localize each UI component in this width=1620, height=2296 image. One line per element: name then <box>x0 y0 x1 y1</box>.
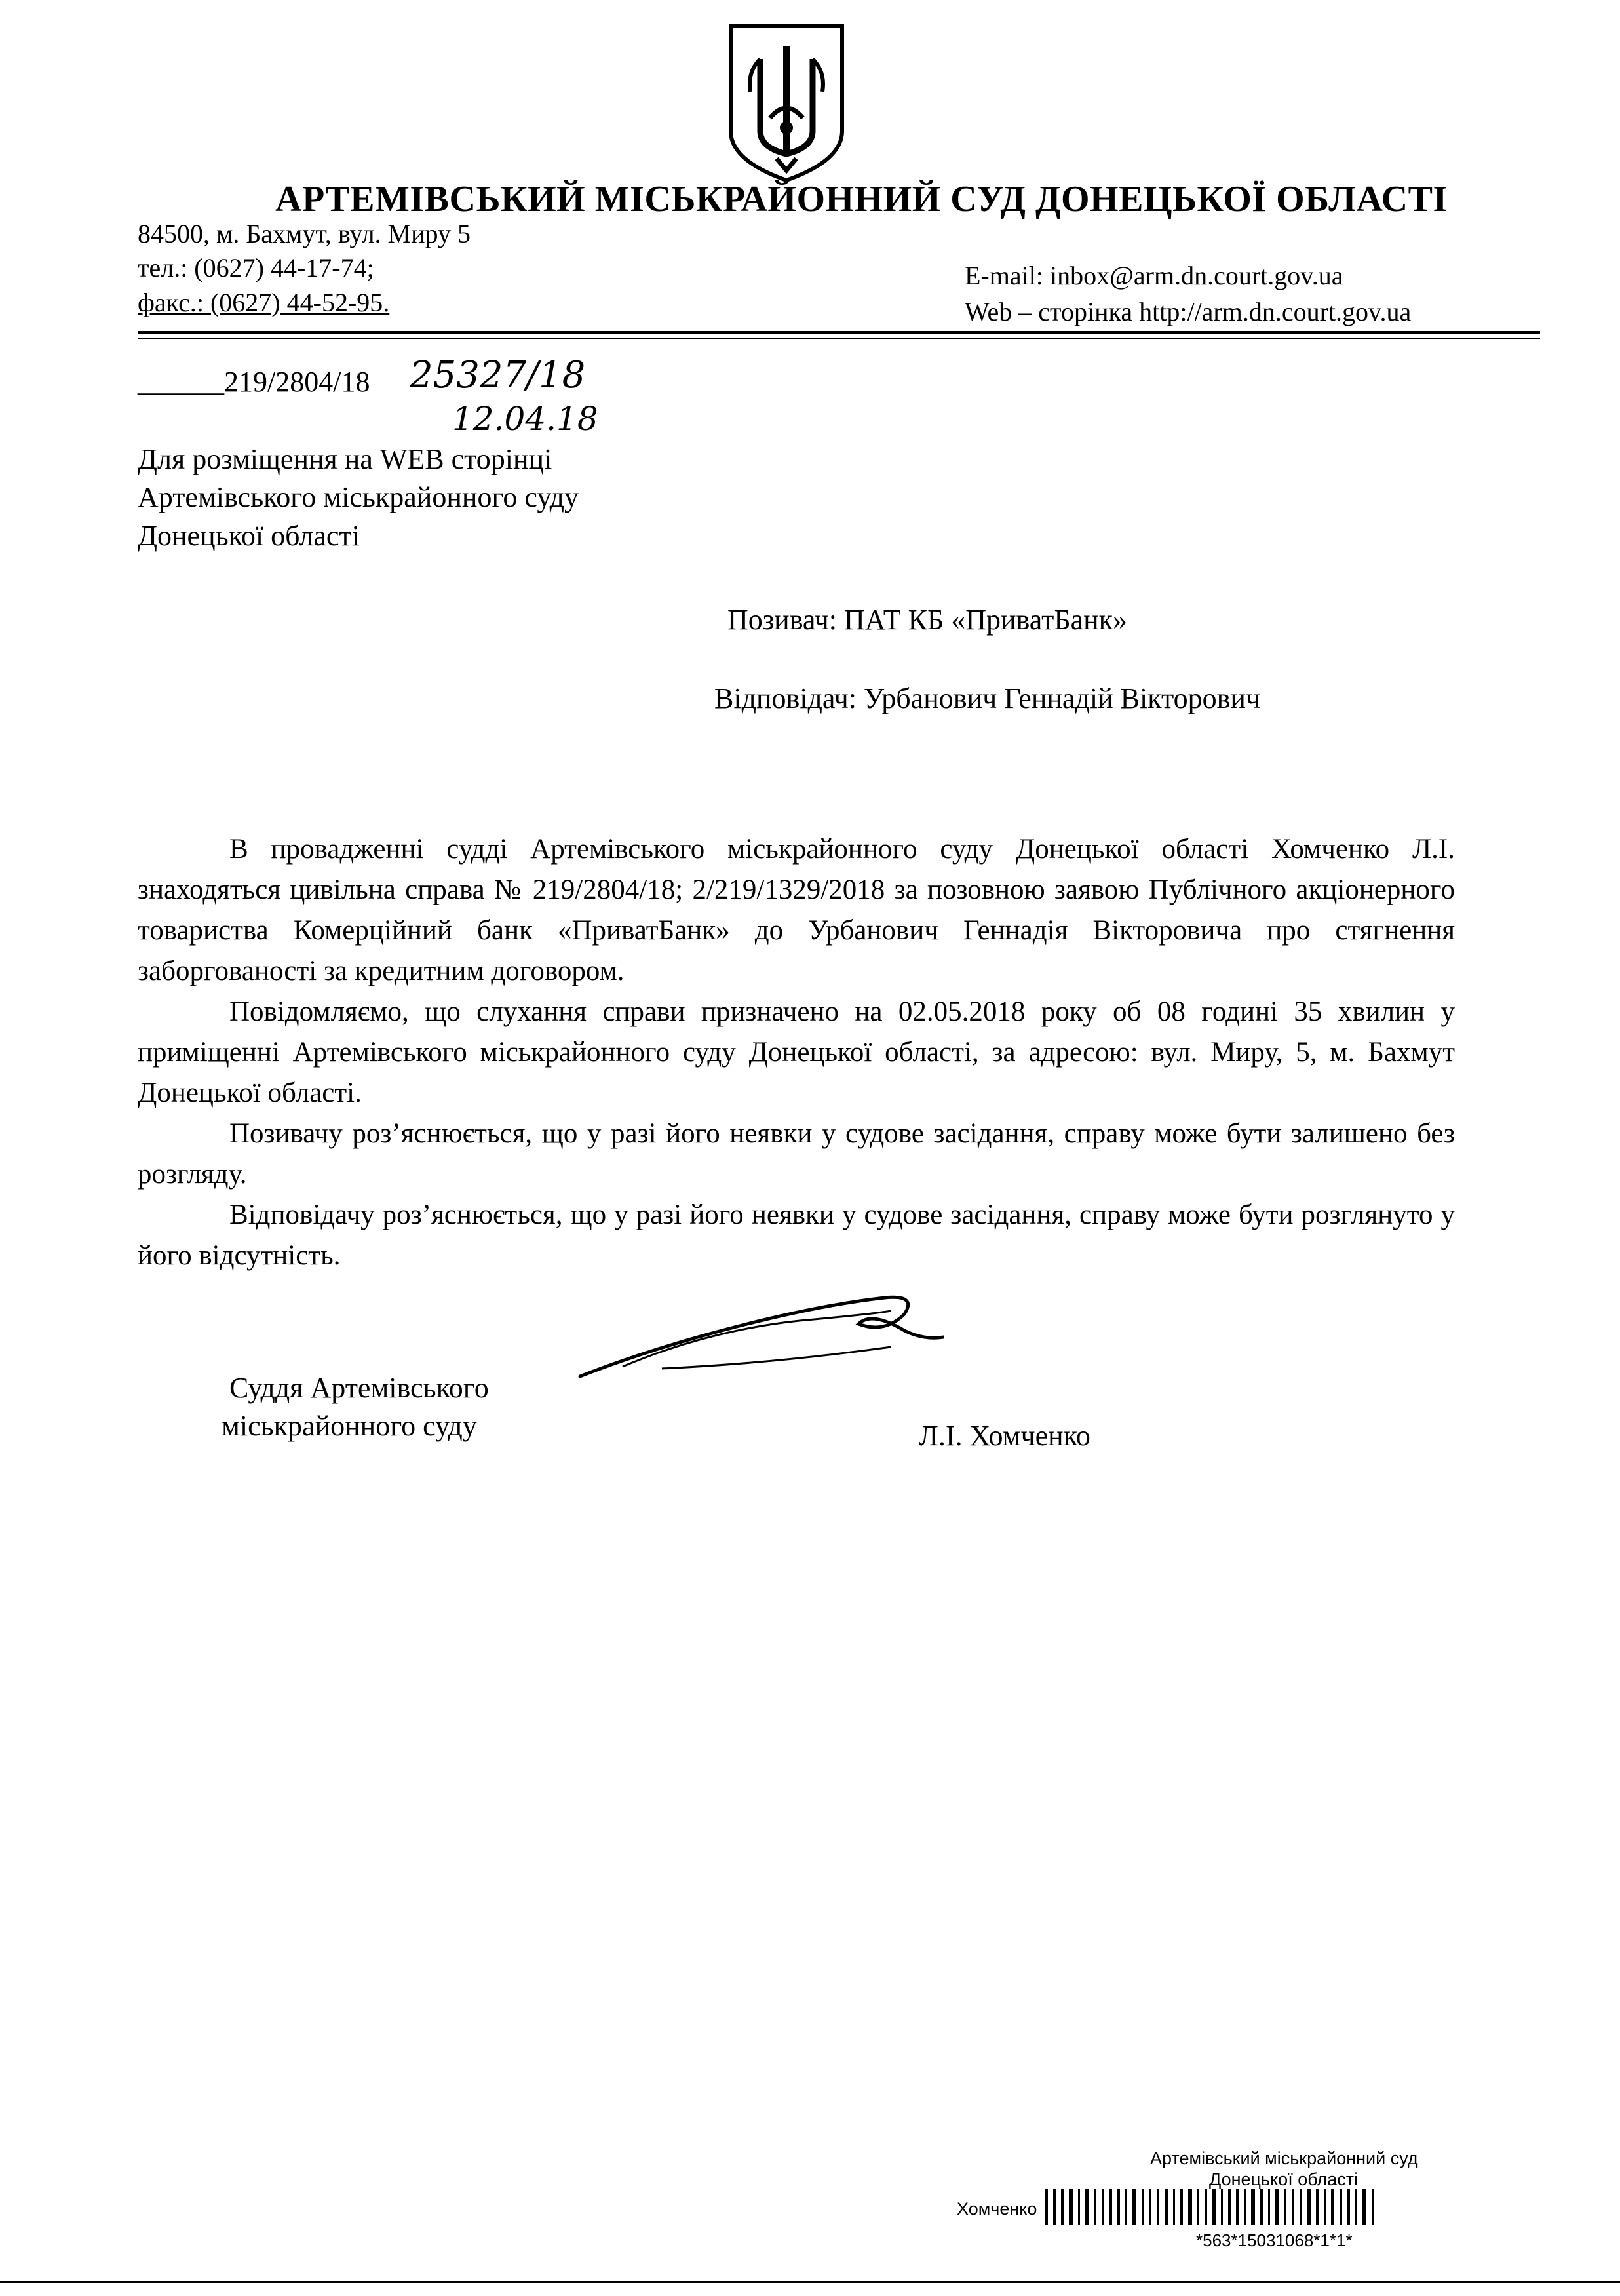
paragraph-1-text: В провадженні судді Артемівського міськрайонного суду Донецької області Хомченко Л.І. знаходяться цивільна справа № 219/2804/18; 2/219/1329/2018 за позовною заявою Публічного акціонерного товариства Комерційний банк «ПриватБанк» до Урбанович Геннадія Вікторовича про стягнення заборгованості за кредитним договором. <box>138 834 1455 986</box>
registry-judge-name: Хомченко <box>957 2199 1037 2219</box>
header-divider <box>138 331 1540 334</box>
paragraph-hearing <box>138 992 1455 1114</box>
coat-of-arms-icon <box>724 20 849 185</box>
paragraph-defendant-notice <box>138 1195 1455 1276</box>
registry-court-line-1: Артемівський міськрайонний суд <box>1150 2149 1418 2168</box>
handwritten-reference-number: 25327/18 <box>410 354 586 397</box>
plaintiff: Позивач: ПАТ КБ «ПриватБанк» <box>727 604 1128 636</box>
barcode-number: *563*15031068*1*1* <box>1196 2230 1353 2250</box>
court-address: 84500, м. Бахмут, вул. Миру 5 <box>138 219 471 248</box>
barcode-icon <box>1045 2189 1530 2228</box>
signatory-name: Л.І. Хомченко <box>919 1420 1090 1452</box>
court-website: Web – сторінка http://arm.dn.court.gov.ua <box>965 297 1412 326</box>
paragraph-case-info <box>138 829 1455 992</box>
court-fax: факс.: (0627) 44-52-95. <box>138 288 390 317</box>
page-bottom-edge <box>0 2281 1620 2283</box>
paragraph-2-text: Повідомляємо, що слухання справи призначено на 02.05.2018 року об 08 годині 35 хвилин у приміщенні Артемівського міськрайонного суду Донецької області, за адресою: вул. Миру, 5, м. Бахмут Донецької області. <box>138 996 1455 1108</box>
header-divider-thin <box>138 338 1540 339</box>
paragraph-4-text: Відповідачу роз’яснюється, що у разі його неявки у судове засідання, справу може бути розглянуто у його відсутність. <box>138 1199 1455 1271</box>
paragraph-3-text: Позивачу роз’яснюється, що у разі його неявки у судове засідання, справу може бути залишено без розгляду. <box>138 1118 1455 1190</box>
outgoing-reference <box>138 365 370 399</box>
addressee-line-3: Донецької області <box>138 520 360 552</box>
handwritten-reference-date: 12.04.18 <box>452 400 598 438</box>
handwritten-signature-icon <box>577 1285 944 1393</box>
addressee-line-1: Для розміщення на WEB сторінці <box>138 443 552 475</box>
reference-number: 219/2804/18 <box>224 366 370 398</box>
court-name: АРТЕМІВСЬКИЙ МІСЬКРАЙОННИЙ СУД ДОНЕЦЬКОЇ ОБЛАСТІ <box>275 179 1448 220</box>
addressee-line-2: Артемівського міськрайонного суду <box>138 481 579 513</box>
defendant: Відповідач: Урбанович Геннадій Вікторович <box>714 682 1261 714</box>
signature-title-line-1: Суддя Артемівського <box>229 1372 489 1404</box>
signature-title-line-2: міськрайонного суду <box>222 1410 477 1442</box>
paragraph-plaintiff-notice <box>138 1114 1455 1195</box>
court-phone: тел.: (0627) 44-17-74; <box>138 253 374 282</box>
court-email: E-mail: inbox@arm.dn.court.gov.ua <box>965 261 1343 290</box>
reference-blank: ______ <box>138 366 224 398</box>
registry-court-line-2: Донецької області <box>1209 2170 1359 2189</box>
